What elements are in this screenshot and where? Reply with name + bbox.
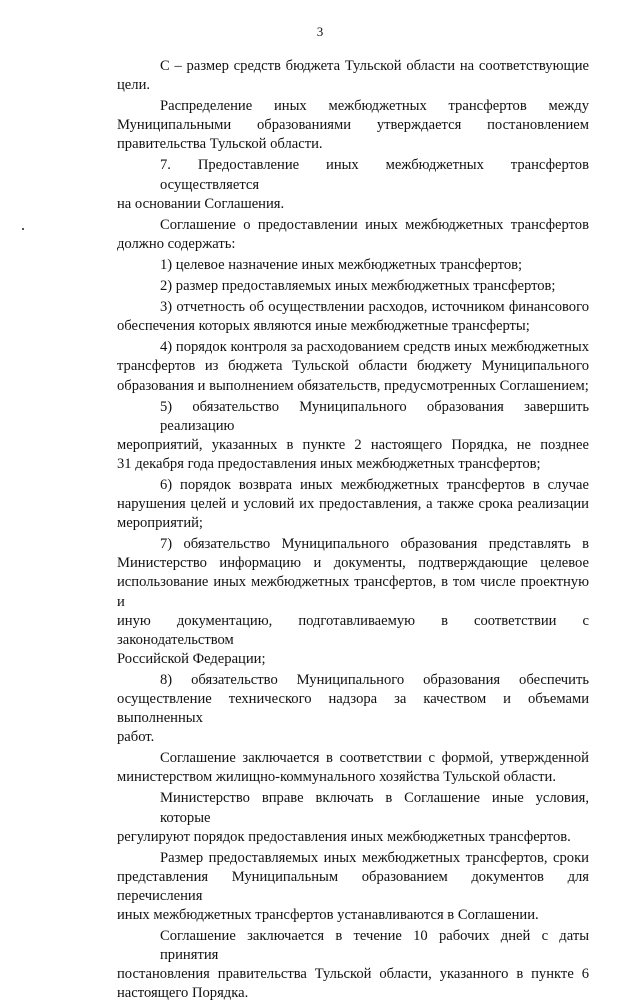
text-line: постановления правительства Тульской области, указанного в пункте 6 bbox=[117, 966, 589, 983]
text-line: трансфертов из бюджета Тульской области бюджету Муниципального bbox=[117, 358, 589, 375]
paragraph bbox=[117, 476, 589, 533]
text-line: настоящего Порядка. bbox=[117, 985, 249, 1002]
text-line: 1) целевое назначение иных межбюджетных трансфертов; bbox=[160, 256, 523, 273]
text-line: правительства Тульской области. bbox=[117, 136, 323, 153]
document-body bbox=[117, 57, 589, 1006]
text-line: Муниципальными образованиями утверждается постановлением bbox=[117, 117, 589, 134]
paragraph bbox=[117, 298, 589, 336]
text-line: представления Муниципальным образованием документов для перечисления bbox=[117, 868, 589, 904]
text-line: образования и выполнением обязательств, предусмотренных Соглашением; bbox=[117, 377, 589, 394]
paragraph bbox=[117, 789, 589, 846]
paragraph bbox=[117, 156, 589, 213]
text-line: Соглашение о предоставлении иных межбюджетных трансфертов bbox=[160, 216, 589, 233]
text-line: 3) отчетность об осуществлении расходов, источником финансового bbox=[160, 299, 589, 316]
paragraph bbox=[117, 927, 589, 1003]
text-line: 7) обязательство Муниципального образования представлять в bbox=[160, 536, 589, 553]
page-number: 3 bbox=[316, 24, 324, 39]
text-line: регулируют порядок предоставления иных межбюджетных трансфертов. bbox=[117, 828, 571, 845]
text-line: 4) порядок контроля за расходованием средств иных межбюджетных bbox=[160, 339, 589, 356]
paragraph bbox=[117, 57, 589, 95]
text-line: 2) размер предоставляемых иных межбюджетных трансфертов; bbox=[160, 278, 556, 295]
text-line: работ. bbox=[117, 729, 155, 746]
text-line: мероприятий, указанных в пункте 2 настоящего Порядка, не позднее bbox=[117, 436, 589, 453]
text-line: 7. Предоставление иных межбюджетных трансфертов осуществляется bbox=[160, 157, 589, 193]
text-line: 8) обязательство Муниципального образования обеспечить bbox=[160, 671, 589, 688]
text-line: нарушения целей и условий их предоставления, а также срока реализации bbox=[117, 496, 589, 513]
text-line: Распределение иных межбюджетных трансфертов между bbox=[160, 98, 589, 115]
paragraph bbox=[117, 97, 589, 154]
paragraph bbox=[117, 749, 589, 787]
text-line: должно содержать: bbox=[117, 235, 236, 252]
text-line: цели. bbox=[117, 77, 151, 94]
text-line: использование иных межбюджетных трансфертов, в том числе проектную и bbox=[117, 574, 589, 610]
paragraph bbox=[117, 849, 589, 925]
paragraph bbox=[117, 256, 589, 275]
text-line: министерством жилищно-коммунального хозяйства Тульской области. bbox=[117, 769, 556, 786]
text-line: обеспечения которых являются иные межбюджетные трансферты; bbox=[117, 318, 530, 335]
paragraph bbox=[117, 671, 589, 747]
text-line: мероприятий; bbox=[117, 515, 203, 532]
paragraph bbox=[117, 216, 589, 254]
paragraph bbox=[117, 535, 589, 669]
text-line: Российской Федерации; bbox=[117, 650, 266, 667]
text-line: С – размер средств бюджета Тульской области на соответствующие bbox=[160, 58, 589, 74]
paragraph bbox=[117, 277, 589, 296]
text-line: Соглашение заключается в течение 10 рабочих дней с даты принятия bbox=[160, 928, 589, 964]
text-line: иную документацию, подготавливаемую в соответствии с законодательством bbox=[117, 612, 589, 648]
scan-mark bbox=[22, 228, 24, 230]
text-line: 6) порядок возврата иных межбюджетных трансфертов в случае bbox=[160, 476, 589, 493]
paragraph bbox=[117, 338, 589, 395]
text-line: на основании Соглашения. bbox=[117, 195, 285, 212]
text-line: 5) обязательство Муниципального образования завершить реализацию bbox=[160, 398, 589, 434]
text-line: иных межбюджетных трансфертов устанавливаются в Соглашении. bbox=[117, 907, 539, 924]
text-line: Министерство вправе включать в Соглашение иные условия, которые bbox=[160, 790, 589, 826]
text-line: 31 декабря года предоставления иных межбюджетных трансфертов; bbox=[117, 455, 541, 472]
text-line: Размер предоставляемых иных межбюджетных трансфертов, сроки bbox=[160, 849, 589, 866]
text-line: Соглашение заключается в соответствии с формой, утвержденной bbox=[160, 750, 589, 767]
text-line: Министерство информацию и документы, подтверждающие целевое bbox=[117, 555, 589, 572]
text-line: осуществление технического надзора за качеством и объемами выполненных bbox=[117, 691, 589, 727]
paragraph bbox=[117, 398, 589, 474]
